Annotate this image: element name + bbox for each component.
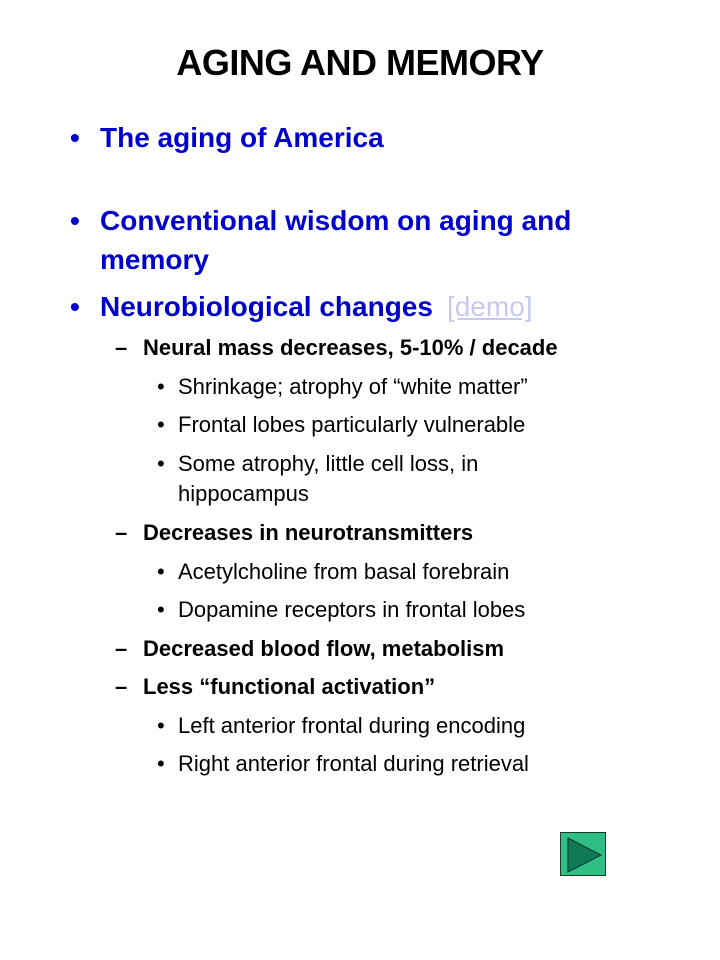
dot-marker: • <box>157 412 165 437</box>
bullet-neurobiological-changes <box>70 287 670 326</box>
demo-link[interactable]: [demo] <box>446 291 533 322</box>
bullet-marker: • <box>70 122 80 153</box>
item-text: Left anterior frontal during encoding <box>178 713 526 738</box>
item-text: Acetylcholine from basal forebrain <box>178 559 510 584</box>
bullet-aging-of-america <box>70 118 670 157</box>
item-text: Shrinkage; atrophy of “white matter” <box>178 374 528 399</box>
bullet-text: Neurobiological changes <box>100 291 433 322</box>
bullet-conventional-wisdom <box>70 201 670 279</box>
sub-neural-mass <box>115 333 558 363</box>
bullet-text: Conventional wisdom on aging and memory <box>100 205 572 275</box>
sub-functional-activation <box>115 672 435 702</box>
item-text: Right anterior frontal during retrieval <box>178 751 529 776</box>
bullet-marker: • <box>70 291 80 322</box>
sub-text: Decreases in neurotransmitters <box>143 520 474 545</box>
item-hippocampus <box>157 449 577 509</box>
dash-marker: – <box>115 674 128 699</box>
bullet-marker: • <box>70 205 80 236</box>
bullet-text: The aging of America <box>100 122 384 153</box>
item-text: Frontal lobes particularly vulnerable <box>178 412 526 437</box>
item-text: Dopamine receptors in frontal lobes <box>178 597 526 622</box>
sub-text: Less “functional activation” <box>143 674 436 699</box>
sub-text: Decreased blood flow, metabolism <box>143 636 505 661</box>
dash-marker: – <box>115 335 128 360</box>
dash-marker: – <box>115 520 128 545</box>
item-frontal-lobes <box>157 410 637 440</box>
item-dopamine <box>157 595 637 625</box>
dot-marker: • <box>157 751 165 776</box>
dot-marker: • <box>157 597 165 622</box>
sub-blood-flow <box>115 634 504 664</box>
slide-title: AGING AND MEMORY <box>176 42 544 83</box>
dot-marker: • <box>157 713 165 738</box>
next-slide-button[interactable] <box>560 832 606 876</box>
item-shrinkage <box>157 372 637 402</box>
item-left-anterior <box>157 711 637 741</box>
item-right-anterior <box>157 749 637 779</box>
dot-marker: • <box>157 374 165 399</box>
item-acetylcholine <box>157 557 637 587</box>
sub-neurotransmitters <box>115 518 473 548</box>
sub-text: Neural mass decreases, 5-10% / decade <box>143 335 558 360</box>
dot-marker: • <box>157 451 165 476</box>
item-text: Some atrophy, little cell loss, in hippocampus <box>178 451 479 506</box>
dot-marker: • <box>157 559 165 584</box>
play-triangle-icon <box>561 833 607 877</box>
dash-marker: – <box>115 636 128 661</box>
